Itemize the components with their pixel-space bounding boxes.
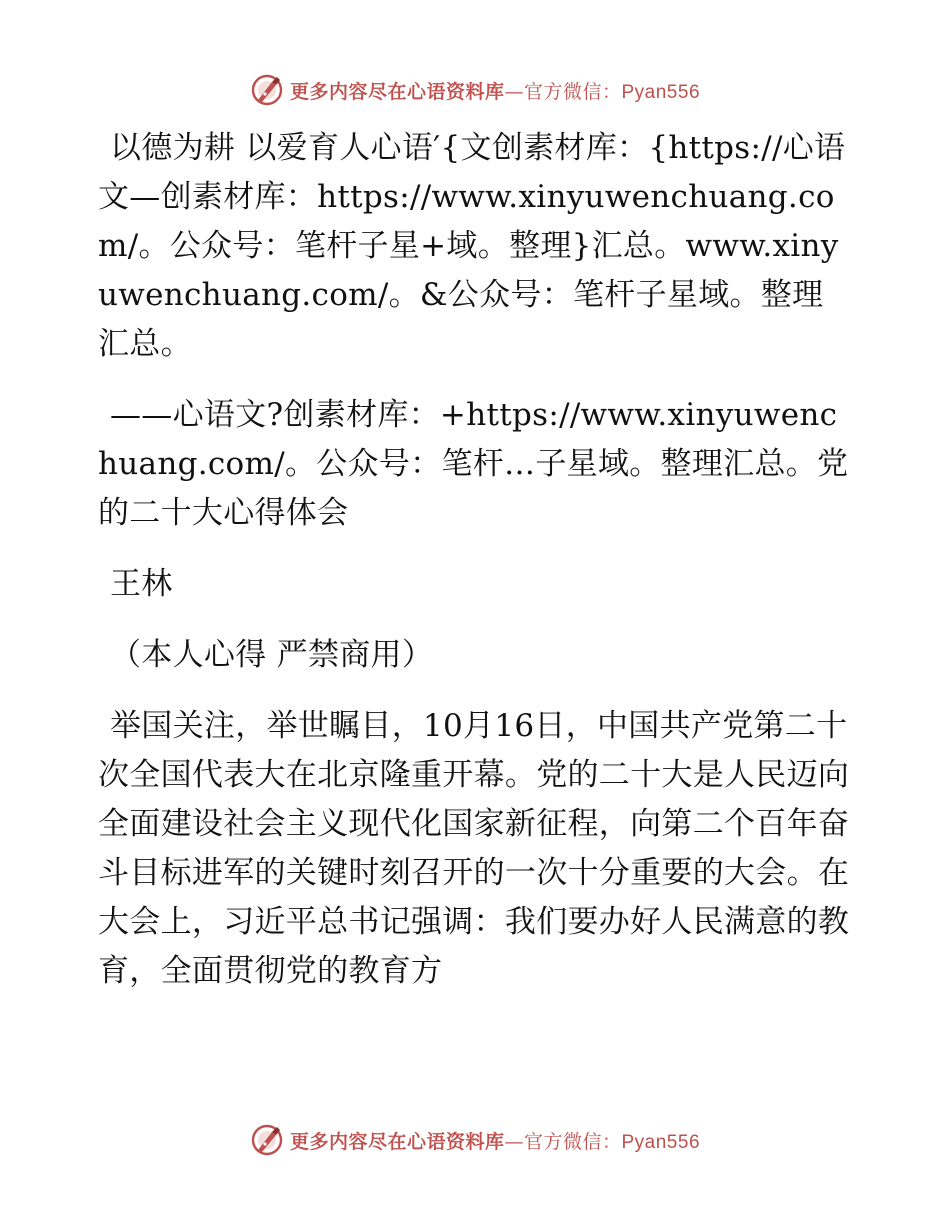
footer-banner: [0, 1120, 950, 1160]
pen-nib-logo-icon: [250, 73, 284, 107]
header-banner-wechat-label: —官方微信：: [504, 80, 622, 103]
document-body: [98, 124, 850, 1018]
paragraph-intro: 以德为耕 以爱育人心语′{文创素材库：{https://心语文—创素材库：https://www.xinyuwenchuang.com/。公众号：笔杆子星+域。整理}汇总。www.xinyuwenchuang.com/。&公众号：笔杆子星域。整理汇总。: [98, 130, 846, 362]
paragraph-body: 举国关注，举世瞩目，10月16日，中国共产党第二十次全国代表大在北京隆重开幕。党的二十大是人民迈向全面建设社会主义现代化国家新征程，向第二个百年奋斗目标进军的关键时刻召开的一次十分重要的大会。在大会上，习近平总书记强调：我们要办好人民满意的教育，全面贯彻党的教育方: [98, 708, 850, 989]
header-banner-text: [290, 77, 700, 104]
footer-banner-wechat-label: —官方微信：: [504, 1130, 622, 1153]
pen-nib-logo-icon: [250, 1123, 284, 1157]
footer-banner-wechat-id: Pyan556: [621, 1131, 701, 1153]
author-name: 王林: [110, 566, 173, 602]
usage-notice: （本人心得 严禁商用）: [110, 637, 434, 673]
footer-banner-text: [290, 1127, 700, 1154]
paragraph-title-line: ——心语文?创素材库：+https://www.xinyuwenchuang.com/。公众号：笔杆…子星域。整理汇总。党的二十大心得体会: [98, 397, 849, 531]
header-banner-title: 更多内容尽在心语资料库: [289, 80, 505, 103]
header-banner: [0, 70, 950, 110]
footer-banner-title: 更多内容尽在心语资料库: [289, 1130, 505, 1153]
header-banner-wechat-id: Pyan556: [621, 81, 701, 103]
